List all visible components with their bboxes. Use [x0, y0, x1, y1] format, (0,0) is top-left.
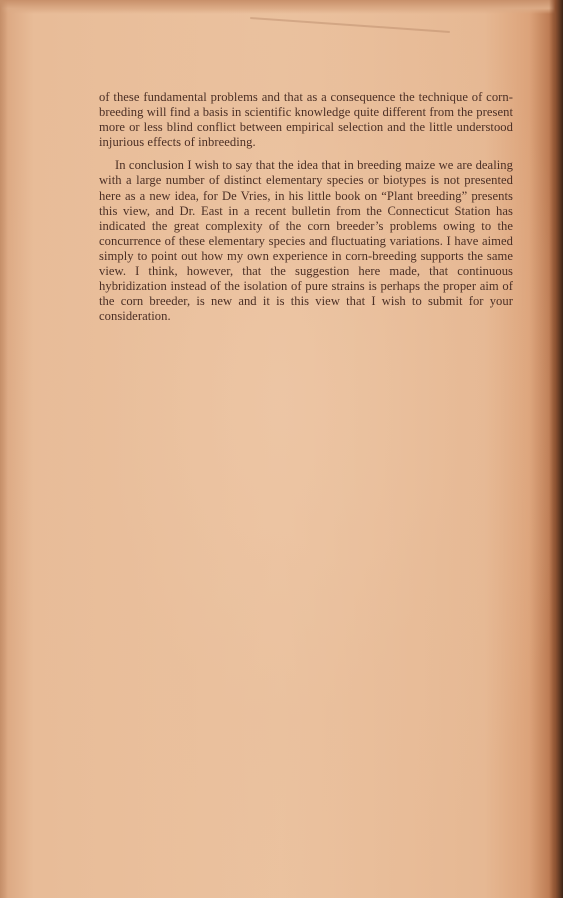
page-binding-edge — [549, 0, 563, 898]
paragraph-conclusion: In conclusion I wish to say that the idea that in breeding maize we are dealing with a large number of distinct elementary species or biotypes is not presented here as a new idea, for De Vries, in his little book on “Plant breeding” presents this view, and Dr. East in a recent bulletin from the Connecticut Station has indicated the great complexity of the corn breeder’s problems owing to the concurrence of these elementary species and fluctuating variations. I have aimed simply to point out how my own experience in corn-breeding supports the same view. I think, however, that the suggestion here made, that continuous hybridization instead of the isolation of pure strains is perhaps the proper aim of the corn breeder, is new and it is this view that I wish to submit for your consideration. — [99, 158, 513, 324]
paragraph-continuation: of these fundamental problems and that as a consequence the technique of corn-breeding will find a basis in scientific knowledge quite different from the present more or less blind conflict between empirical selection and the little understood injurious effects of inbreeding. — [99, 90, 513, 150]
page-top-edge — [0, 0, 563, 14]
paper-crease — [250, 17, 450, 33]
page-left-edge — [0, 0, 8, 898]
body-text — [99, 90, 513, 324]
